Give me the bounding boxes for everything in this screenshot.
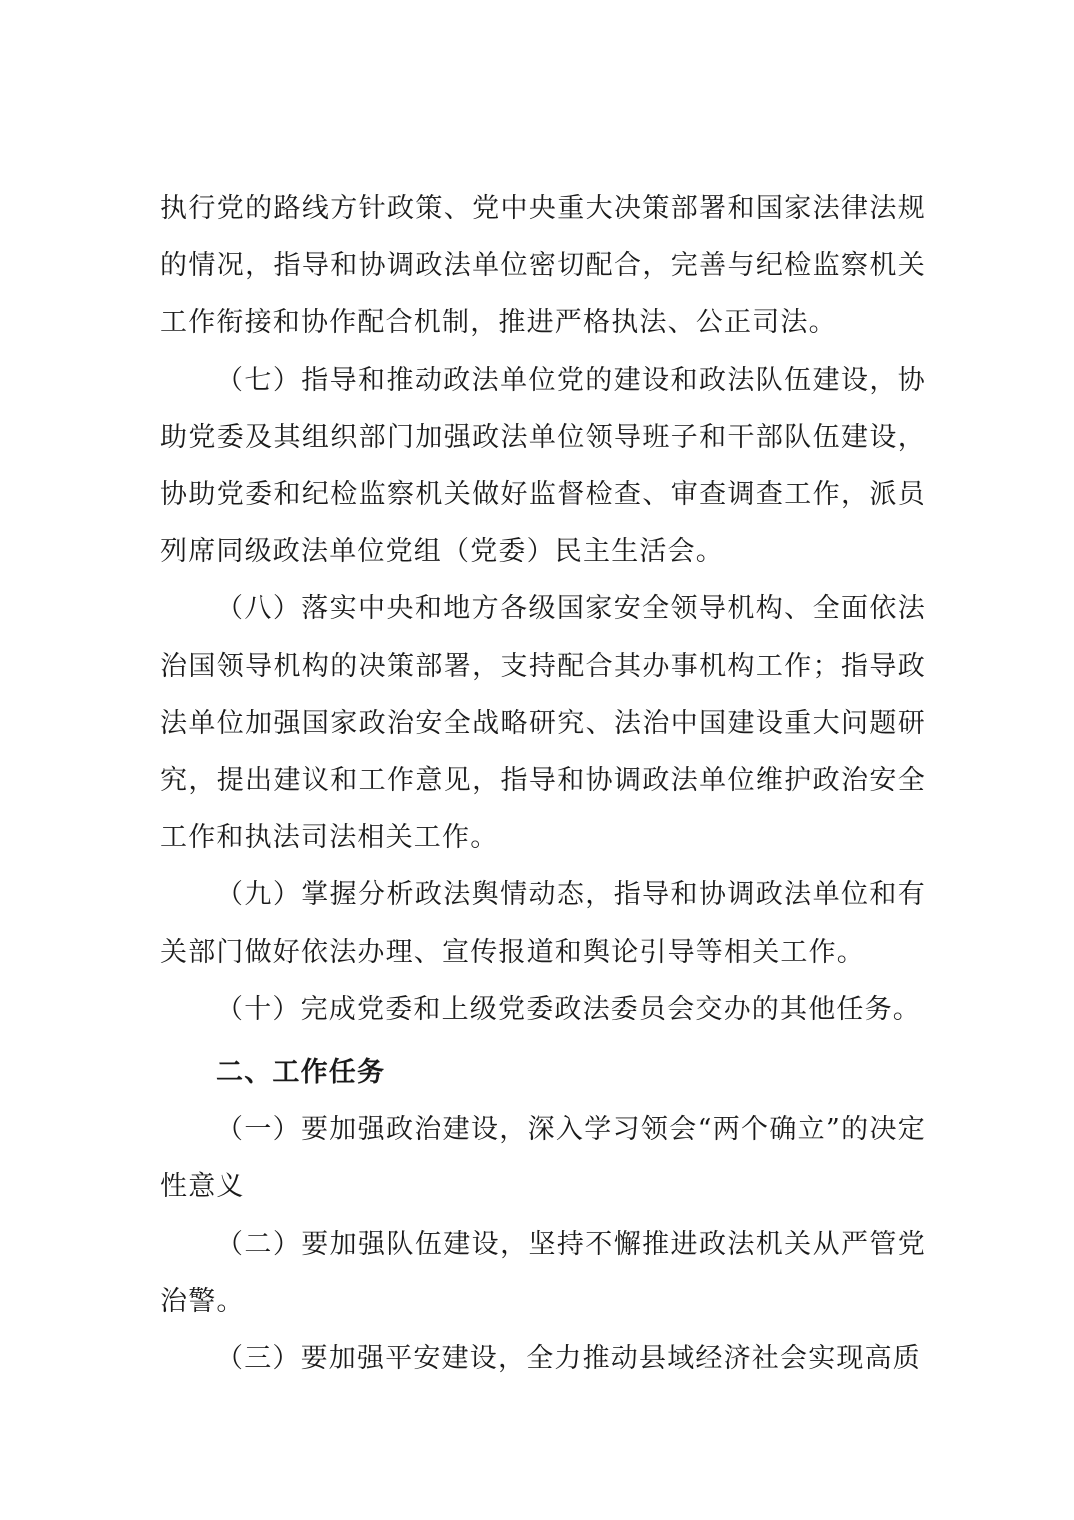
task-item-1: （一）要加强政治建设，深入学习领会“两个确立”的决定性意义 [160,1114,926,1203]
paragraph-item-7: （七）指导和推动政法单位党的建设和政法队伍建设，协助党委及其组织部门加强政法单位领导班子和干部队伍建设，协助党委和纪检监察机关做好监督检查、审查调查工作，派员列席同级政法单位党组（党委）民主生活会。 [160,364,926,568]
paragraph-item-8: （八）落实中央和地方各级国家安全领导机构、全面依法治国领导机构的决策部署，支持配合其办事机构工作；指导政法单位加强国家政治安全战略研究、法治中国建设重大问题研究，提出建议和工作意见，指导和协调政法单位维护政治安全工作和执法司法相关工作。 [160,593,926,854]
paragraph-item-9: （九）掌握分析政法舆情动态，指导和协调政法单位和有关部门做好依法办理、宣传报道和舆论引导等相关工作。 [160,879,926,968]
section-heading: 二、工作任务 [216,1057,386,1089]
paragraph-continuation: 执行党的路线方针政策、党中央重大决策部署和国家法律法规的情况，指导和协调政法单位密切配合，完善与纪检监察机关工作衔接和协作配合机制，推进严格执法、公正司法。 [160,193,926,339]
task-item-2: （二）要加强队伍建设，坚持不懈推进政法机关从严管党治警。 [160,1228,926,1317]
task-item-3: （三）要加强平安建设，全力推动县域经济社会实现高质 [216,1343,921,1375]
paragraph-item-10: （十）完成党委和上级党委政法委员会交办的其他任务。 [216,993,921,1025]
document-body [160,180,926,1387]
